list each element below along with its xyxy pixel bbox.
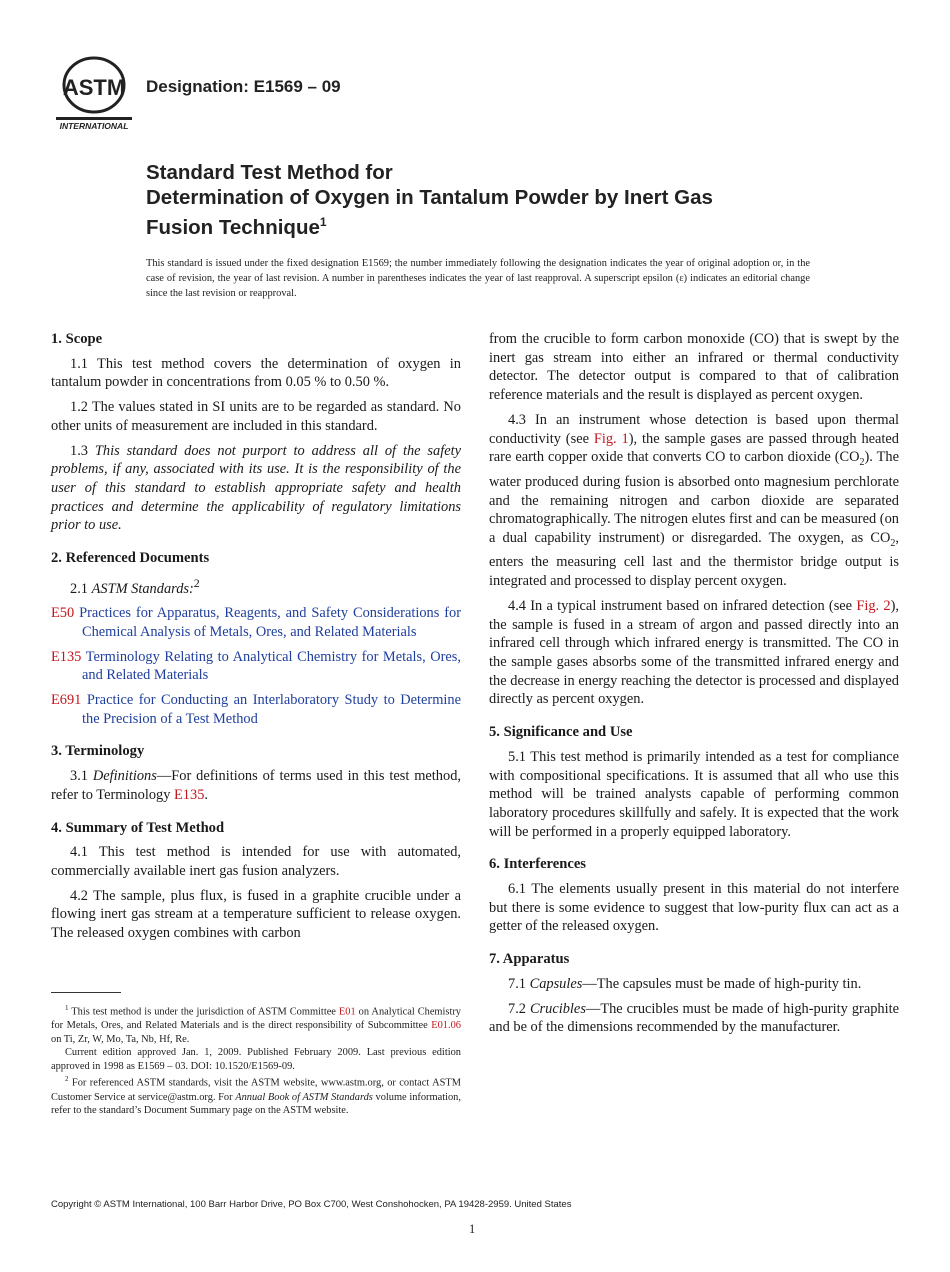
- right-column: [489, 330, 899, 1043]
- para-3-1-end: .: [204, 786, 209, 803]
- reference-e50[interactable]: [51, 604, 461, 641]
- title-line-3-text: Fusion Technique: [146, 215, 320, 239]
- issue-note: This standard is issued under the fixed designation E1569; the number immediately following the designation indicates the year of original adoption or, in the case of revision, the year of last revision. A number in parentheses indicates the year of last reapproval. A superscript epsilon (ε) indicates an editorial change since the last revision or reapproval.: [146, 258, 810, 299]
- para-2-1-text: ASTM Standards:: [91, 580, 194, 597]
- title-footnote-mark[interactable]: 1: [319, 215, 327, 229]
- para-1-3-num: 1.3: [70, 442, 95, 459]
- footnote-1-edition: Current edition approved Jan. 1, 2009. Published February 2009. Last previous edition approved in 1998 as E1569 – 03. DOI: 10.1520/E1569-09.: [51, 1047, 461, 1072]
- para-7-1-term: Capsules: [529, 975, 583, 992]
- section-terminology-heading: 3. Terminology: [51, 743, 145, 760]
- fig-1-link[interactable]: Fig. 1: [593, 430, 629, 447]
- para-7-2-num: 7.2: [508, 1000, 530, 1017]
- section-scope-heading: 1. Scope: [51, 331, 103, 347]
- para-1-3-text: This standard does not purport to address all of the safety problems, if any, associated with its use. It is the responsibility of the user of this standard to establish appropriate safety and health practices and determine the applicability of regulatory limitations prior to use.: [51, 442, 461, 534]
- footnote-2: [51, 1073, 461, 1117]
- para-7-1-text: —The capsules must be made of high-purity tin.: [582, 975, 862, 992]
- para-7-2-text: —The crucibles must be made of high-purity graphite and be of the dimensions recommended by the manufacturer.: [489, 1000, 899, 1036]
- para-6-1: 6.1 The elements usually present in this material do not interfere but there is some evidence to suggest that low-purity flux can act as a getter of the released oxygen.: [489, 881, 899, 935]
- designation: Designation: E1569 – 09: [146, 77, 341, 96]
- para-4-4-a: 4.4 In a typical instrument based on infrared detection (see: [508, 597, 857, 614]
- title-line-1: Standard Test Method for: [146, 161, 393, 184]
- para-4-3-d: , enters the measuring cell last and the thermistor bridge output is integrated and processed to display percent oxygen.: [489, 529, 899, 590]
- para-7-2-term: Crucibles: [529, 1000, 586, 1017]
- page-number: 1: [469, 1222, 476, 1236]
- para-4-2: 4.2 The sample, plus flux, is fused in a graphite crucible under a flowing inert gas stream at a temperature sufficient to release oxygen. The released oxygen combines with carbon: [51, 887, 461, 942]
- subscript-2: 2: [859, 457, 865, 469]
- reference-title[interactable]: Terminology Relating to Analytical Chemistry for Metals, Ores, and Related Materials: [82, 648, 461, 684]
- left-column: [51, 330, 461, 949]
- astm-logo-graphic: [54, 55, 134, 133]
- fig-2-link[interactable]: Fig. 2: [856, 597, 891, 614]
- reference-code[interactable]: E135: [51, 648, 82, 665]
- logo-astm-text: ASTM: [62, 75, 126, 100]
- section-apparatus-heading: 7. Apparatus: [489, 951, 570, 968]
- para-4-3: [489, 411, 899, 591]
- reference-code[interactable]: E691: [51, 692, 82, 709]
- para-2-1: [51, 574, 461, 599]
- reference-title[interactable]: Practice for Conducting an Interlaboratory Study to Determine the Precision of a Test Method: [82, 692, 461, 727]
- logo-international-text: INTERNATIONAL: [59, 121, 129, 131]
- subscript-2: 2: [890, 537, 896, 549]
- footnote-2-italic: Annual Book of ASTM Standards: [235, 1091, 373, 1103]
- section-interferences-heading: 6. Interferences: [489, 856, 586, 873]
- reference-code[interactable]: E50: [51, 605, 75, 622]
- footnote-2-mark: 2: [65, 1075, 69, 1084]
- reference-title[interactable]: Practices for Apparatus, Reagents, and Safety Considerations for Chemical Analysis of Metals, Ores, and Related Materials: [79, 605, 461, 640]
- footnote-2-mark[interactable]: 2: [193, 575, 200, 590]
- subcommittee-e01-06-link[interactable]: E01.06: [431, 1020, 461, 1032]
- copyright-notice: Copyright © ASTM International, 100 Barr Harbor Drive, PO Box C700, West Conshohocken, PA 19428-2959. United States: [51, 1199, 572, 1210]
- footnote-1-mark: 1: [65, 1004, 69, 1012]
- committee-e01-link[interactable]: E01: [338, 1006, 356, 1018]
- section-summary-heading: 4. Summary of Test Method: [51, 819, 225, 836]
- para-4-1: 4.1 This test method is intended for use with automated, commercially available inert gas fusion analyzers.: [51, 844, 461, 879]
- astm-logo: [54, 55, 134, 133]
- footnote-1: [51, 1002, 461, 1046]
- section-referenced-documents-heading: 2. Referenced Documents: [51, 550, 210, 567]
- para-7-2: [489, 1000, 899, 1037]
- para-5-1: 5.1 This test method is primarily intended as a test for compliance with compositional specifications. It is assumed that all who use this method will be trained analysts capable of performing common laboratory procedures skillfully and safely. It is expected that the work will be performed in a properly equipped laboratory.: [489, 748, 899, 840]
- para-1-2: 1.2 The values stated in SI units are to be regarded as standard. No other units of measurement are included in this standard.: [51, 399, 461, 434]
- para-2-1-num: 2.1: [70, 580, 92, 597]
- footnote-2-b: volume information, refer to the standard’s Document Summary page on the ASTM website.: [51, 1091, 461, 1117]
- title-line-3: [146, 210, 846, 240]
- para-3-1-num: 3.1: [70, 768, 93, 785]
- footnotes: [51, 1002, 461, 1118]
- para-4-4: [489, 597, 899, 709]
- section-significance-heading: 5. Significance and Use: [489, 724, 633, 741]
- footnote-2-a: For referenced ASTM standards, visit the ASTM website, www.astm.org, or contact ASTM Customer Service at service@astm.org. For: [51, 1077, 461, 1103]
- para-4-4-b: ), the sample is fused in a stream of argon and passed directly into an infrared cell through which infrared energy is transmitted. The CO in the sample gases absorbs some of the transmitted infrared energy and the decrease in energy reaching the detector is processed and displayed directly as percent oxygen.: [489, 597, 899, 708]
- title-line-2: Determination of Oxygen in Tantalum Powder by Inert Gas: [146, 186, 713, 209]
- para-4-3-b: ), the sample gases are passed through heated rare earth copper oxide that converts CO to carbon dioxide (CO: [489, 430, 899, 466]
- footnote-1-a: This test method is under the jurisdiction of ASTM Committee: [68, 1006, 339, 1018]
- reference-e135[interactable]: [51, 648, 461, 685]
- para-4-2-continued: from the crucible to form carbon monoxide (CO) that is swept by the inert gas stream into either an infrared or thermal conductivity detector. The detector output is compared to that of calibration reference materials and the result is displayed as percent oxygen.: [489, 331, 899, 404]
- reference-e691[interactable]: [51, 691, 461, 728]
- terminology-e135-link[interactable]: E135: [174, 786, 205, 803]
- footnote-divider: [51, 992, 121, 993]
- para-3-1-text: —For definitions of terms used in this test method, refer to Terminology: [51, 768, 461, 803]
- para-7-1: [489, 975, 899, 994]
- para-3-1: [51, 767, 461, 804]
- para-1-1: 1.1 This test method covers the determination of oxygen in tantalum powder in concentrations from 0.05 % to 0.50 %.: [51, 355, 461, 391]
- footnote-1-c: on Ti, Zr, W, Mo, Ta, Nb, Hf, Re.: [51, 1033, 190, 1045]
- para-4-3-c: ). The water produced during fusion is absorbed onto magnesium perchlorate and the remaining nitrogen and carbon dioxide are separated chromatographically. The nitrogen elutes first and can be measured (on a dual capability instrument) or disregarded. The oxygen, as CO: [489, 449, 899, 546]
- footnote-1-b: on Analytical Chemistry for Metals, Ores, and Related Materials and is the direct responsibility of Subcommittee: [51, 1006, 461, 1032]
- para-4-3-a: 4.3 In an instrument whose detection is based upon thermal conductivity (see: [489, 411, 899, 447]
- document-title: [146, 160, 846, 240]
- para-7-1-num: 7.1: [508, 975, 530, 992]
- para-1-3: [51, 442, 461, 536]
- para-3-1-term: Definitions: [92, 768, 157, 785]
